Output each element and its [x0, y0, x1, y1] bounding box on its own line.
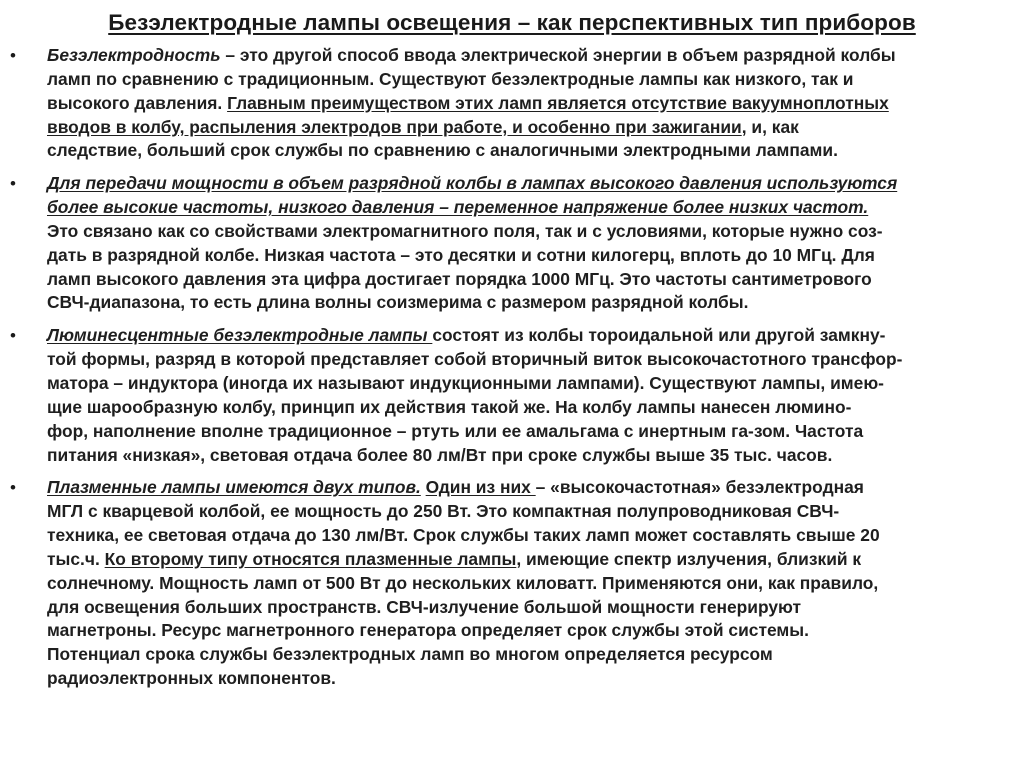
text-run: солнечному. Мощность ламп от 500 Вт до нескольких киловатт. Применяются они, как правило,: [47, 572, 879, 593]
text-run: тыс.ч.: [47, 548, 105, 569]
text-line: [47, 500, 1012, 524]
text-line: [47, 44, 1012, 68]
bullet-dot-icon: •: [10, 478, 16, 498]
bullet-dot-icon: •: [10, 174, 16, 194]
text-line: [47, 268, 1012, 292]
text-line: [47, 643, 1012, 667]
text-run: техника, ее световая отдача до 130 лм/Вт. Срок службы таких ламп может составлять свыше 20: [47, 525, 880, 546]
text-run: питания «низкая», световая отдача более 80 лм/Вт при сроке службы выше 35 тыс. часов.: [47, 444, 833, 465]
text-line: [47, 92, 1012, 116]
bullet-dot-icon: •: [10, 46, 16, 65]
text-run: СВЧ-диапазона, то есть длина волны соизмерима с размером разрядной колбы.: [47, 292, 749, 313]
text-run: – «высокочастотная» безэлектродная: [535, 477, 864, 498]
text-line: [47, 476, 1012, 500]
text-run: матора – индуктора (иногда их называют индукционными лампами). Существуют лампы, имею-: [47, 372, 884, 393]
text-run: радиоэлектронных компонентов.: [47, 668, 336, 689]
bullet-dot-icon: •: [10, 326, 16, 346]
text-line: [47, 68, 1012, 92]
text-run: Потенциал срока службы безэлектродных ламп во многом определяется ресурсом: [47, 644, 773, 665]
text-line: [47, 524, 1012, 548]
text-line: [47, 444, 1012, 468]
text-run: ламп высокого давления эта цифра достигает порядка 1000 МГц. Это частоты сантиметрового: [47, 268, 872, 289]
text-run: – это другой способ ввода электрической энергии в объем разрядной колбы: [220, 45, 896, 65]
bullet-list: [0, 44, 1024, 700]
text-run: состоят из колбы тороидальной или другой замкну-: [432, 325, 886, 346]
underlined-text-run: Главным преимуществом этих ламп является отсутствие вакуумноплотных: [227, 92, 889, 113]
text-line: [47, 548, 1012, 572]
text-line: [47, 572, 1012, 596]
text-run: той формы, разряд в которой представляет собой вторичный виток высокочастотного трансфор-: [47, 349, 903, 370]
text-line: [47, 172, 1012, 196]
text-line: [47, 372, 1012, 396]
text-line: [47, 420, 1012, 444]
text-run: Это связано как со свойствами электромагнитного поля, так и с условиями, которые нужно соз-: [47, 220, 883, 241]
text-line: [47, 291, 1012, 315]
bullet-item: [0, 324, 1024, 467]
text-line: [47, 324, 1012, 348]
text-line: [47, 116, 1012, 140]
bullet-item: [0, 172, 1024, 315]
text-line: [47, 196, 1012, 220]
underlined-text-run: Один из них: [425, 477, 536, 498]
text-line: [47, 667, 1012, 691]
underlined-text-run: Для передачи мощности в объем разрядной колбы в лампах высокого давления используются: [47, 173, 898, 194]
italic-text-run: Безэлектродность: [47, 45, 221, 65]
text-run: высокого давления.: [47, 92, 228, 113]
text-line: [47, 619, 1012, 643]
bullet-item: [0, 44, 1024, 163]
bullet-item: [0, 476, 1024, 691]
underlined-text-run: вводов в колбу, распыления электродов при работе, и особенно при зажигании: [47, 116, 742, 137]
text-run: фор, наполнение вполне традиционное – ртуть или ее амальгама с инертным га-зом. Частота: [47, 420, 864, 441]
text-run: дать в разрядной колбе. Низкая частота – это десятки и сотни килогерц, вплоть до 10 МГц. Для: [47, 244, 875, 265]
text-line: [47, 220, 1012, 244]
text-line: [47, 348, 1012, 372]
text-line: [47, 244, 1012, 268]
slide-title: Безэлектродные лампы освещения – как перспективных тип приборов: [108, 10, 916, 35]
underlined-text-run: Плазменные лампы имеются двух типов.: [47, 477, 421, 498]
underlined-text-run: Люминесцентные безэлектродные лампы: [47, 325, 433, 346]
underlined-text-run: Ко второму типу относятся плазменные лампы: [104, 548, 517, 569]
text-run: , и, как: [741, 116, 799, 137]
text-run: магнетроны. Ресурс магнетронного генератора определяет срок службы этой системы.: [47, 620, 809, 641]
text-line: [47, 396, 1012, 420]
underlined-text-run: более высокие частоты, низкого давления – переменное напряжение более низких частот.: [47, 197, 869, 218]
text-line: [47, 139, 1012, 163]
text-line: [47, 596, 1012, 620]
text-run: для освещения больших пространств. СВЧ-излучение большой мощности генерируют: [47, 596, 801, 617]
text-run: , имеющие спектр излучения, близкий к: [516, 548, 862, 569]
text-run: щие шарообразную колбу, принцип их действия такой же. На колбу лампы нанесен люмино-: [47, 396, 852, 417]
text-run: МГЛ с кварцевой колбой, ее мощность до 250 Вт. Это компактная полупроводниковая СВЧ-: [47, 501, 840, 522]
text-run: ламп по сравнению с традиционным. Существуют безэлектродные лампы как низкого, так и: [47, 68, 854, 89]
text-run: следствие, больший срок службы по сравнению с аналогичными электродными лампами.: [47, 140, 838, 161]
